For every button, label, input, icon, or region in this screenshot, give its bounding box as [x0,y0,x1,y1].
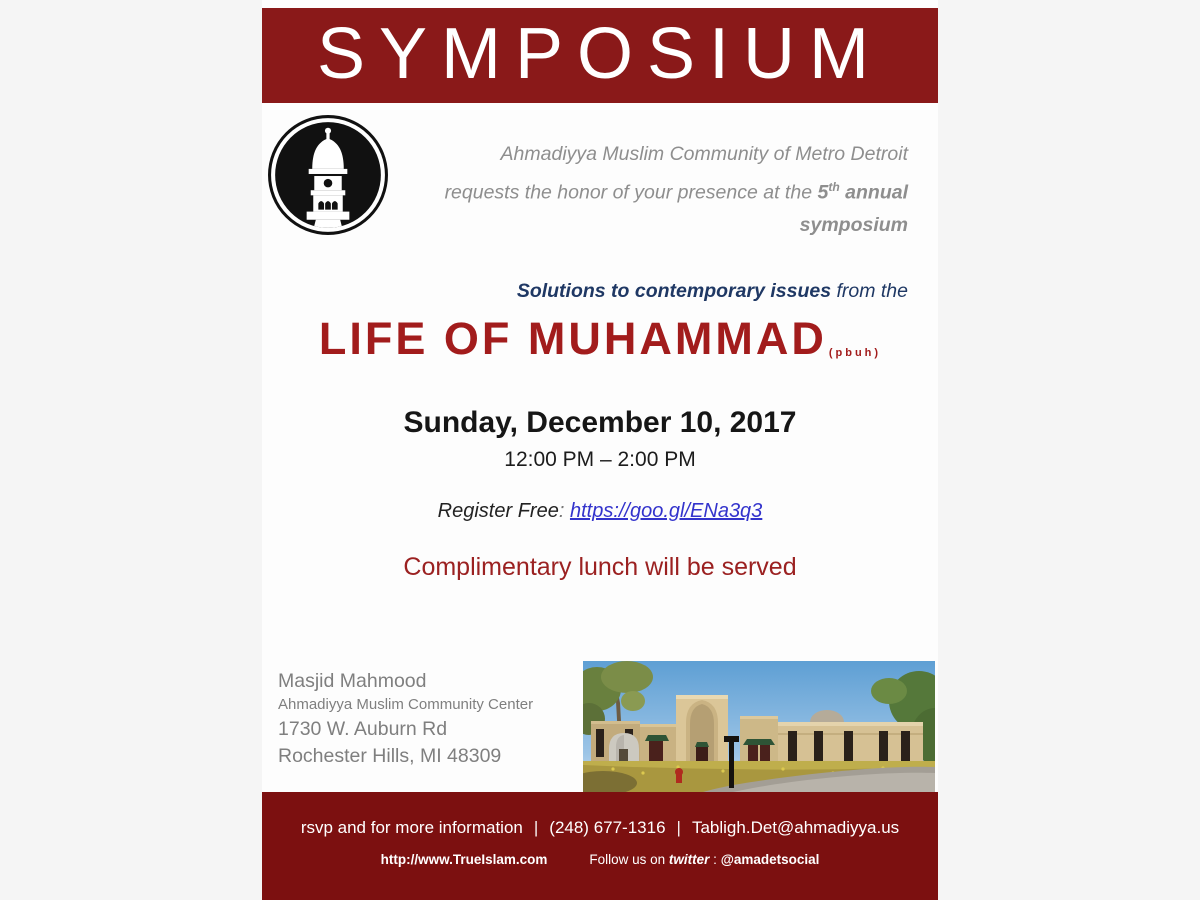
banner-title: SYMPOSIUM [316,14,884,94]
headline-subtitle-emphasis: Solutions to contemporary issues [516,280,832,302]
honorific-pbuh: (pbuh) [828,347,882,359]
symposium-flyer [262,0,938,900]
headline-subtitle [362,280,908,303]
event-date: Sunday, December 10, 2017 [403,406,797,439]
footer-separator: | [533,818,539,837]
intro-text [412,138,908,241]
footer-contact-line [262,792,938,838]
venue-name: Masjid Mahmood [278,670,427,692]
register-line: Register Free: https://goo.gl/ENa3q3 [437,500,763,522]
mosque-photo [583,661,935,792]
event-time: 12:00 PM – 2:00 PM [504,448,696,471]
twitter-handle: @amadetsocial [720,852,820,867]
footer-phone: (248) 677-1316 [549,818,666,837]
register-link[interactable]: https://goo.gl/ENa3q3 [569,500,763,522]
main-title-text: LIFE OF MUHAMMAD [318,313,827,364]
twitter-label: twitter [668,852,710,867]
minaret-logo-icon [267,114,389,236]
venue-city: Rochester Hills, MI 48309 [278,745,502,767]
main-title [262,313,938,365]
headline-subtitle-rest: from the [831,280,908,302]
footer-social-line: http://www.TrueIslam.com Follow us on twitter : @amadetsocial [380,852,820,867]
footer [262,792,938,900]
lunch-note: Complimentary lunch will be served [403,553,797,581]
intro-line-2: requests the honor of your presence at the 5th annual [444,179,908,203]
footer-email: Tabligh.Det@ahmadiyya.us [691,818,900,837]
venue-street: 1730 W. Auburn Rd [278,718,448,740]
footer-separator: | [676,818,681,837]
register-label: Register Free [437,500,559,522]
intro-line-1: Ahmadiyya Muslim Community of Metro Detroit [500,143,908,165]
footer-website: http://www.TrueIslam.com [380,852,548,867]
banner [262,8,938,103]
footer-rsvp-text: rsvp and for more information [300,818,523,837]
footer-follow-text: Follow us on [589,852,669,867]
venue-org: Ahmadiyya Muslim Community Center [278,696,534,713]
intro-line-3: symposium [799,213,908,236]
venue-address [278,669,533,770]
